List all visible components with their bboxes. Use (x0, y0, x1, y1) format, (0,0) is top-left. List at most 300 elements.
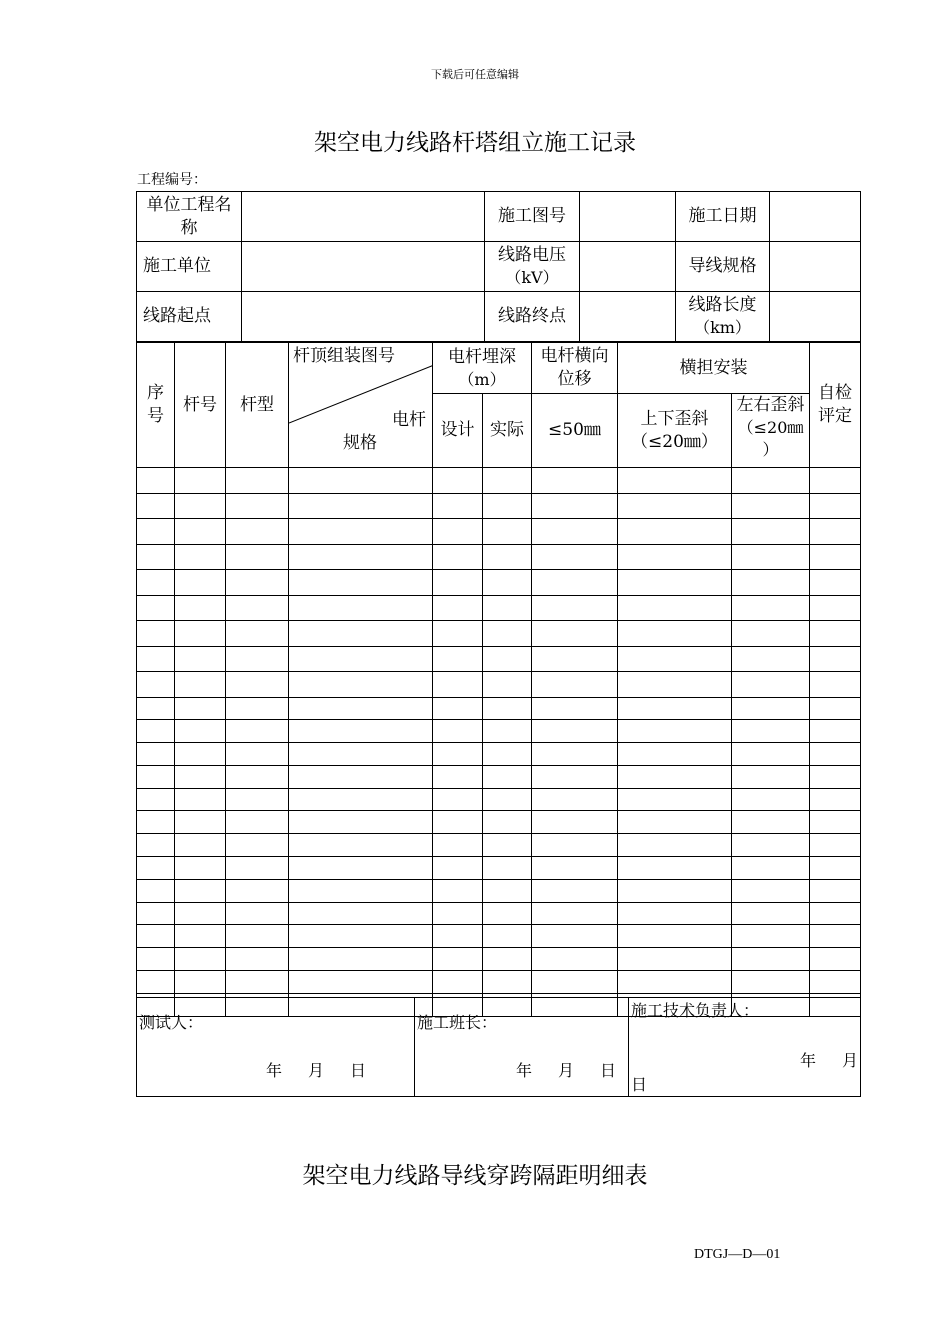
table-cell[interactable] (226, 857, 289, 880)
table-cell[interactable] (226, 621, 289, 647)
table-cell[interactable] (433, 697, 483, 720)
table-cell[interactable] (175, 595, 226, 621)
table-cell[interactable] (289, 902, 433, 925)
table-cell[interactable] (433, 902, 483, 925)
table-cell[interactable] (732, 811, 810, 834)
col-actual: 实际 (483, 394, 532, 468)
table-cell[interactable] (137, 697, 175, 720)
table-cell[interactable] (175, 493, 226, 519)
table-row (137, 925, 861, 948)
unit-project-name-label: 单位工程名称 (137, 192, 242, 242)
table-cell[interactable] (532, 879, 618, 902)
table-cell[interactable] (226, 544, 289, 570)
table-cell[interactable] (289, 879, 433, 902)
table-cell[interactable] (732, 925, 810, 948)
table-cell[interactable] (618, 971, 732, 994)
table-cell[interactable] (732, 544, 810, 570)
table-cell[interactable] (810, 519, 861, 545)
table-cell[interactable] (810, 697, 861, 720)
top-note: 下载后可任意编辑 (431, 68, 519, 81)
table-cell[interactable] (226, 646, 289, 672)
col-top-assembly (289, 343, 433, 468)
table-cell[interactable] (618, 834, 732, 857)
table-cell[interactable] (732, 948, 810, 971)
line-start-label: 线路起点 (137, 292, 242, 342)
line-length-text: 线路长度 (688, 295, 757, 316)
table-cell[interactable] (532, 788, 618, 811)
line-end-label: 线路终点 (485, 292, 580, 342)
table-cell[interactable] (226, 743, 289, 766)
table-row (137, 720, 861, 743)
tech-lead-date (774, 1050, 858, 1072)
table-cell[interactable] (532, 544, 618, 570)
table-cell[interactable] (732, 646, 810, 672)
signature-table (136, 997, 861, 1097)
table-cell[interactable] (618, 720, 732, 743)
tech-lead-day: 日 (631, 1075, 648, 1094)
table-cell[interactable] (226, 493, 289, 519)
table-cell[interactable] (289, 493, 433, 519)
table-cell[interactable] (483, 948, 532, 971)
table-cell[interactable] (226, 697, 289, 720)
table-cell[interactable] (618, 595, 732, 621)
col-pole-type: 杆型 (226, 343, 289, 468)
table-cell[interactable] (226, 925, 289, 948)
table-cell[interactable] (532, 857, 618, 880)
table-cell[interactable] (226, 811, 289, 834)
table-cell[interactable] (618, 544, 732, 570)
table-cell[interactable] (483, 544, 532, 570)
table-row (137, 857, 861, 880)
table-cell[interactable] (175, 672, 226, 698)
unit-project-name-value[interactable] (242, 192, 485, 242)
table-cell[interactable] (137, 519, 175, 545)
table-cell[interactable] (289, 857, 433, 880)
table-cell[interactable] (433, 857, 483, 880)
line-length-unit: （km） (694, 318, 751, 338)
table-cell[interactable] (532, 519, 618, 545)
table-cell[interactable] (226, 672, 289, 698)
table-cell[interactable] (433, 788, 483, 811)
line-voltage-value[interactable] (580, 242, 676, 292)
table-cell[interactable] (433, 834, 483, 857)
tech-lead-year: 年 (799, 1051, 816, 1070)
tester-month: 月 (307, 1061, 324, 1080)
construction-unit-value[interactable] (242, 242, 485, 292)
table-cell[interactable] (137, 765, 175, 788)
table-cell[interactable] (175, 925, 226, 948)
table-cell[interactable] (618, 493, 732, 519)
line-voltage-label (485, 242, 580, 292)
tech-lead-label: 施工技术负责人： (631, 1001, 760, 1020)
table-cell[interactable] (483, 621, 532, 647)
table-cell[interactable] (732, 493, 810, 519)
pole-spec-label-a: 电杆 (392, 410, 426, 430)
table-cell[interactable] (137, 621, 175, 647)
table-cell[interactable] (532, 493, 618, 519)
table-cell[interactable] (618, 646, 732, 672)
table-cell[interactable] (618, 743, 732, 766)
table-cell[interactable] (618, 697, 732, 720)
table-cell[interactable] (433, 519, 483, 545)
table-cell[interactable] (137, 948, 175, 971)
form-code: DTGJ—D—01 (694, 1247, 781, 1262)
table-cell[interactable] (532, 468, 618, 494)
table-cell[interactable] (289, 595, 433, 621)
foreman-cell[interactable] (415, 998, 629, 1097)
table-cell[interactable] (532, 672, 618, 698)
table-cell[interactable] (137, 925, 175, 948)
table-cell[interactable] (732, 765, 810, 788)
tech-lead-month: 月 (841, 1051, 858, 1070)
table-cell[interactable] (618, 811, 732, 834)
table-cell[interactable] (289, 697, 433, 720)
table-cell[interactable] (810, 948, 861, 971)
table-cell[interactable] (289, 948, 433, 971)
table-cell[interactable] (137, 879, 175, 902)
col-lateral-limit: ≤50㎜ (532, 394, 618, 468)
table-cell[interactable] (532, 646, 618, 672)
table-cell[interactable] (618, 925, 732, 948)
table-cell[interactable] (483, 788, 532, 811)
table-row (137, 570, 861, 596)
col-burial-depth (433, 343, 532, 394)
table-cell[interactable] (289, 570, 433, 596)
table-cell[interactable] (810, 595, 861, 621)
table-cell[interactable] (433, 948, 483, 971)
table-cell[interactable] (732, 570, 810, 596)
line-end-value[interactable] (580, 292, 676, 342)
table-cell[interactable] (732, 621, 810, 647)
table-cell[interactable] (137, 595, 175, 621)
table-cell[interactable] (175, 788, 226, 811)
col-seq: 序号 (137, 343, 175, 468)
table-cell[interactable] (175, 468, 226, 494)
table-cell[interactable] (483, 925, 532, 948)
table-cell[interactable] (810, 570, 861, 596)
table-cell[interactable] (289, 672, 433, 698)
table-cell[interactable] (532, 570, 618, 596)
conductor-spec-label: 导线规格 (676, 242, 770, 292)
table-cell[interactable] (532, 971, 618, 994)
table-cell[interactable] (810, 765, 861, 788)
record-table (136, 342, 861, 1017)
table-cell[interactable] (226, 595, 289, 621)
table-cell[interactable] (433, 595, 483, 621)
table-cell[interactable] (226, 971, 289, 994)
table-cell[interactable] (433, 646, 483, 672)
table-cell[interactable] (532, 925, 618, 948)
table-cell[interactable] (810, 925, 861, 948)
table-cell[interactable] (289, 544, 433, 570)
table-row (137, 621, 861, 647)
line-voltage-unit: （kV） (505, 268, 559, 288)
table-cell[interactable] (618, 902, 732, 925)
table-cell[interactable] (433, 621, 483, 647)
table-row (137, 902, 861, 925)
table-cell[interactable] (732, 595, 810, 621)
table-cell[interactable] (532, 720, 618, 743)
table-cell[interactable] (226, 788, 289, 811)
table-cell[interactable] (433, 493, 483, 519)
table-cell[interactable] (433, 544, 483, 570)
table-cell[interactable] (483, 672, 532, 698)
table-cell[interactable] (810, 493, 861, 519)
table-row (137, 971, 861, 994)
table-row (137, 544, 861, 570)
table-row (137, 672, 861, 698)
table-cell[interactable] (175, 879, 226, 902)
vertical-tilt-limit: （≤20㎜） (631, 431, 718, 452)
table-cell[interactable] (289, 743, 433, 766)
table-cell[interactable] (226, 834, 289, 857)
table-cell[interactable] (618, 765, 732, 788)
table-cell[interactable] (618, 621, 732, 647)
table-cell[interactable] (810, 857, 861, 880)
table-cell[interactable] (289, 519, 433, 545)
table-cell[interactable] (137, 902, 175, 925)
construction-date-label: 施工日期 (676, 192, 770, 242)
table-cell[interactable] (226, 570, 289, 596)
table-cell[interactable] (289, 720, 433, 743)
col-lateral-disp: 电杆横向位移 (532, 343, 618, 394)
line-length-value[interactable] (770, 292, 861, 342)
conductor-spec-value[interactable] (770, 242, 861, 292)
table-cell[interactable] (433, 672, 483, 698)
table-cell[interactable] (289, 646, 433, 672)
table-cell[interactable] (289, 468, 433, 494)
table-row (137, 765, 861, 788)
table-cell[interactable] (175, 697, 226, 720)
table-row (137, 948, 861, 971)
table-cell[interactable] (810, 834, 861, 857)
table-cell[interactable] (137, 468, 175, 494)
table-cell[interactable] (175, 765, 226, 788)
table-cell[interactable] (618, 519, 732, 545)
table-cell[interactable] (618, 672, 732, 698)
table-row (137, 595, 861, 621)
table-row (137, 468, 861, 494)
table-cell[interactable] (810, 646, 861, 672)
table-row (137, 697, 861, 720)
table-cell[interactable] (137, 646, 175, 672)
table-cell[interactable] (532, 948, 618, 971)
table-cell[interactable] (137, 743, 175, 766)
table-cell[interactable] (810, 468, 861, 494)
table-cell[interactable] (618, 857, 732, 880)
line-voltage-text: 线路电压 (498, 245, 566, 266)
table-cell[interactable] (483, 743, 532, 766)
table-cell[interactable] (810, 720, 861, 743)
table-cell[interactable] (226, 519, 289, 545)
table-cell[interactable] (226, 948, 289, 971)
table-cell[interactable] (810, 743, 861, 766)
table-cell[interactable] (226, 765, 289, 788)
table-cell[interactable] (618, 788, 732, 811)
table-cell[interactable] (289, 834, 433, 857)
table-cell[interactable] (226, 879, 289, 902)
drawing-no-value[interactable] (580, 192, 676, 242)
table-cell[interactable] (732, 672, 810, 698)
table-cell[interactable] (137, 857, 175, 880)
table-cell[interactable] (483, 720, 532, 743)
table-cell[interactable] (175, 544, 226, 570)
table-cell[interactable] (532, 621, 618, 647)
table-cell[interactable] (483, 765, 532, 788)
table-cell[interactable] (175, 834, 226, 857)
table-cell[interactable] (433, 879, 483, 902)
line-start-value[interactable] (242, 292, 485, 342)
table-cell[interactable] (618, 570, 732, 596)
col-crossarm: 横担安装 (618, 343, 810, 394)
burial-depth-unit: （m） (458, 369, 506, 389)
table-cell[interactable] (810, 672, 861, 698)
table-cell[interactable] (483, 879, 532, 902)
table-cell[interactable] (433, 468, 483, 494)
table-cell[interactable] (618, 879, 732, 902)
table-cell[interactable] (732, 971, 810, 994)
table-cell[interactable] (483, 646, 532, 672)
table-cell[interactable] (483, 697, 532, 720)
table-cell[interactable] (732, 879, 810, 902)
info-table (136, 191, 861, 342)
table-cell[interactable] (137, 811, 175, 834)
table-row (137, 743, 861, 766)
table-cell[interactable] (226, 902, 289, 925)
tester-year: 年 (265, 1061, 282, 1080)
table-cell[interactable] (175, 621, 226, 647)
table-cell[interactable] (532, 697, 618, 720)
table-cell[interactable] (433, 570, 483, 596)
table-cell[interactable] (433, 743, 483, 766)
table-cell[interactable] (732, 902, 810, 925)
table-cell[interactable] (226, 720, 289, 743)
table-cell[interactable] (289, 811, 433, 834)
table-cell[interactable] (175, 902, 226, 925)
top-assembly-drawing-label: 杆顶组装图号 (293, 346, 395, 366)
table-cell[interactable] (137, 834, 175, 857)
table-cell[interactable] (137, 570, 175, 596)
table-cell[interactable] (483, 570, 532, 596)
table-cell[interactable] (483, 595, 532, 621)
table-cell[interactable] (532, 765, 618, 788)
tester-day: 日 (349, 1061, 366, 1080)
table-cell[interactable] (810, 788, 861, 811)
table-cell[interactable] (175, 720, 226, 743)
foreman-label: 施工班长： (417, 1013, 498, 1032)
table-cell[interactable] (175, 857, 226, 880)
table-cell[interactable] (289, 788, 433, 811)
table-cell[interactable] (175, 811, 226, 834)
table-cell[interactable] (810, 811, 861, 834)
table-cell[interactable] (618, 948, 732, 971)
table-cell[interactable] (175, 646, 226, 672)
table-cell[interactable] (175, 948, 226, 971)
col-self-check: 自检评定 (810, 343, 861, 468)
table-cell[interactable] (732, 788, 810, 811)
table-cell[interactable] (532, 811, 618, 834)
tester-cell[interactable] (137, 998, 415, 1097)
drawing-no-label: 施工图号 (485, 192, 580, 242)
table-cell[interactable] (175, 570, 226, 596)
table-cell[interactable] (532, 743, 618, 766)
page-title: 架空电力线路杆塔组立施工记录 (314, 130, 636, 156)
table-cell[interactable] (433, 925, 483, 948)
table-cell[interactable] (532, 834, 618, 857)
table-cell[interactable] (732, 720, 810, 743)
table-cell[interactable] (483, 902, 532, 925)
table-cell[interactable] (810, 621, 861, 647)
table-cell[interactable] (483, 468, 532, 494)
table-cell[interactable] (289, 925, 433, 948)
table-cell[interactable] (137, 544, 175, 570)
table-cell[interactable] (532, 595, 618, 621)
table-cell[interactable] (175, 971, 226, 994)
table-cell[interactable] (137, 720, 175, 743)
foreman-month: 月 (557, 1061, 574, 1080)
table-cell[interactable] (483, 519, 532, 545)
table-cell[interactable] (483, 834, 532, 857)
table-cell[interactable] (289, 765, 433, 788)
project-no-label: 工程编号： (137, 172, 207, 188)
tech-lead-cell[interactable] (629, 998, 861, 1097)
foreman-day: 日 (599, 1061, 616, 1080)
col-design: 设计 (433, 394, 483, 468)
table-cell[interactable] (137, 672, 175, 698)
table-row (137, 519, 861, 545)
table-cell[interactable] (732, 834, 810, 857)
burial-depth-label: 电杆埋深 (448, 346, 516, 367)
table-cell[interactable] (810, 902, 861, 925)
table-row (137, 788, 861, 811)
table-cell[interactable] (137, 971, 175, 994)
table-cell[interactable] (732, 519, 810, 545)
horizontal-tilt-label: 左右歪斜 (736, 395, 805, 415)
table-cell[interactable] (732, 743, 810, 766)
subtitle: 架空电力线路导线穿跨隔距明细表 (302, 1163, 648, 1189)
table-cell[interactable] (226, 468, 289, 494)
table-cell[interactable] (433, 765, 483, 788)
table-cell[interactable] (483, 857, 532, 880)
table-cell[interactable] (175, 519, 226, 545)
table-cell[interactable] (289, 621, 433, 647)
construction-date-value[interactable] (770, 192, 861, 242)
table-cell[interactable] (175, 743, 226, 766)
table-cell[interactable] (618, 468, 732, 494)
line-length-label (676, 292, 770, 342)
table-cell[interactable] (433, 811, 483, 834)
pole-spec-label-b: 规格 (343, 433, 377, 453)
table-cell[interactable] (532, 902, 618, 925)
col-vertical-tilt (618, 394, 732, 468)
table-cell[interactable] (137, 493, 175, 519)
table-cell[interactable] (810, 544, 861, 570)
table-cell[interactable] (732, 468, 810, 494)
table-cell[interactable] (732, 697, 810, 720)
table-cell[interactable] (810, 879, 861, 902)
table-cell[interactable] (810, 971, 861, 994)
table-cell[interactable] (433, 971, 483, 994)
table-cell[interactable] (483, 493, 532, 519)
table-cell[interactable] (483, 971, 532, 994)
horizontal-tilt-limit-a: （≤20㎜ (737, 417, 804, 437)
table-cell[interactable] (137, 788, 175, 811)
foreman-date (490, 1060, 616, 1082)
table-cell[interactable] (732, 857, 810, 880)
table-cell[interactable] (289, 971, 433, 994)
table-cell[interactable] (483, 811, 532, 834)
table-cell[interactable] (433, 720, 483, 743)
